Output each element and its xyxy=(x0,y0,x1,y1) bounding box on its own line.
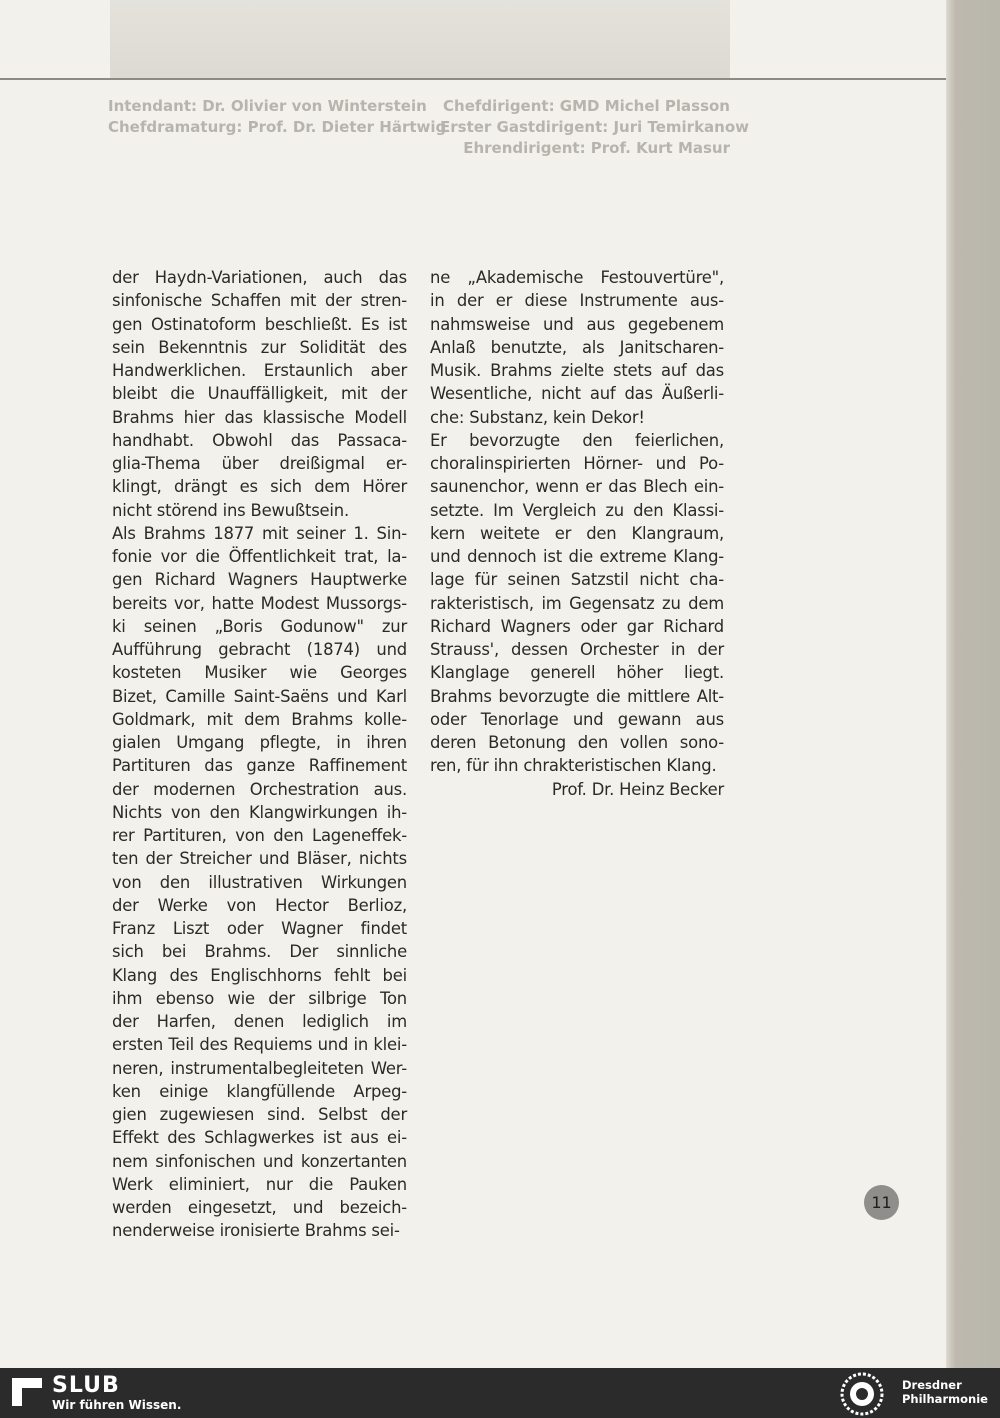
article-line: ihm ebenso wie der silbrige Ton xyxy=(112,988,407,1008)
orchestra-logo-icon xyxy=(840,1372,884,1416)
article-line: sein Bekenntnis zur Solidität des xyxy=(112,337,407,357)
article-line: Musik. Brahms zielte stets auf das xyxy=(430,361,724,380)
article-line: gen Ostinatoform beschließt. Es ist xyxy=(112,314,407,334)
orchestra-name-line: Philharmonie xyxy=(902,1392,988,1406)
article-line: der Haydn-Variationen, auch das xyxy=(112,268,407,287)
article-line: nenderweise ironisierte Brahms sei- xyxy=(112,1221,400,1241)
header-show-through-left xyxy=(108,96,447,138)
article-line: fonie vor die Öffentlichkeit trat, la- xyxy=(112,547,407,566)
header-line: Chefdirigent: GMD Michel Plasson xyxy=(443,97,730,115)
orchestra-name xyxy=(902,1378,988,1406)
article-line: choralinspirierten Hörner- und Po- xyxy=(430,454,724,473)
article-line: Brahms bevorzugte die mittlere Alt- xyxy=(430,686,724,706)
viewer-footer xyxy=(0,1368,1000,1418)
article-line: sich bei Brahms. Der sinnliche xyxy=(112,942,407,962)
article-line: deren Betonung den vollen sono- xyxy=(430,733,724,752)
article-line: rakteristisch, im Gegensatz zu dem xyxy=(430,593,724,613)
article-line: sinfonische Schaffen mit der stren- xyxy=(112,291,407,311)
article-line: werden eingesetzt, und bezeich- xyxy=(112,1198,407,1217)
article-line: gen Richard Wagners Hauptwerke xyxy=(112,570,407,590)
article-line: rer Partituren, von den Lageneffek- xyxy=(112,826,407,845)
page-number-badge: 11 xyxy=(864,1185,899,1220)
page-edge-shadow xyxy=(946,0,1000,1368)
article-line: Nichts von den Klangwirkungen ih- xyxy=(112,802,407,822)
article-line: Wesentliche, nicht auf das Äußerli- xyxy=(430,384,724,404)
article-line: ten der Streicher und Bläser, nichts xyxy=(112,849,407,869)
article-line: Strauss', dessen Orchester in der xyxy=(430,640,724,659)
article-line: Werk eliminiert, nur die Pauken xyxy=(112,1174,407,1194)
article-line: ren, für ihn chrakteristischen Klang. xyxy=(430,756,717,776)
article-line: und dennoch ist die extreme Klang- xyxy=(430,547,724,566)
library-slogan: Wir führen Wissen. xyxy=(52,1398,182,1412)
slub-logo-icon xyxy=(12,1378,42,1406)
article-line: oder Tenorlage und gewann aus xyxy=(430,709,724,729)
article-line: ki seinen „Boris Godunow" zur xyxy=(112,616,407,636)
article-line: bereits vor, hatte Modest Mussorgs- xyxy=(112,593,407,613)
article-column-right xyxy=(430,266,724,801)
article-line: handhabt. Obwohl das Passaca- xyxy=(112,430,407,450)
article-line: Bizet, Camille Saint-Saëns und Karl xyxy=(112,686,407,706)
article-line: nem sinfonischen und konzertanten xyxy=(112,1151,407,1171)
article-line: der Werke von Hector Berlioz, xyxy=(112,895,407,915)
article-line: neren, instrumentalbegleiteten Wer- xyxy=(112,1058,407,1078)
article-line: Handwerklichen. Erstaunlich aber xyxy=(112,361,407,380)
article-line: glia-Thema über dreißigmal er- xyxy=(112,454,407,473)
article-line: nicht störend ins Bewußtsein. xyxy=(112,500,349,520)
article-line: von den illustrativen Wirkungen xyxy=(112,872,407,892)
article-line: Brahms hier das klassische Modell xyxy=(112,407,407,427)
article-line: der modernen Orchestration aus. xyxy=(112,779,407,799)
header-line: Intendant: Dr. Olivier von Winterstein xyxy=(108,97,427,115)
article-line: ken einige klangfüllende Arpeg- xyxy=(112,1081,407,1101)
article-line: lage für seinen Satzstil nicht cha- xyxy=(430,570,724,590)
article-line: Aufführung gebracht (1874) und xyxy=(112,640,407,659)
header-line: Ehrendirigent: Prof. Kurt Masur xyxy=(463,139,730,157)
header-band xyxy=(110,0,730,80)
header-line: Chefdramaturg: Prof. Dr. Dieter Härtwig xyxy=(108,118,447,136)
orchestra-name-line: Dresdner xyxy=(902,1378,962,1392)
header-show-through-right xyxy=(440,96,750,159)
article-line: che: Substanz, kein Dekor! xyxy=(430,407,645,427)
article-line: saunenchor, wenn er das Blech ein- xyxy=(430,477,724,497)
article-line: ne „Akademische Festouvertüre", xyxy=(430,268,724,287)
article-line: Effekt des Schlagwerkes ist aus ei- xyxy=(112,1128,407,1148)
article-line: Klang des Englischhorns fehlt bei xyxy=(112,965,407,985)
article-line: setzte. Im Vergleich zu den Klassi- xyxy=(430,500,724,520)
article-line: Als Brahms 1877 mit seiner 1. Sin- xyxy=(112,523,407,543)
article-column-left xyxy=(112,266,407,1243)
article-line: Anlaß benutzte, als Janitscharen- xyxy=(430,337,724,357)
article-line: gialen Umgang pflegte, in ihren xyxy=(112,733,407,752)
article-line: Partituren das ganze Raffinement xyxy=(112,756,407,776)
article-line: Richard Wagners oder gar Richard xyxy=(430,616,724,636)
article-line: Er bevorzugte den feierlichen, xyxy=(430,430,724,450)
article-line: kosteten Musiker wie Georges xyxy=(112,663,407,683)
author-signature: Prof. Dr. Heinz Becker xyxy=(551,779,724,799)
library-name: SLUB xyxy=(52,1373,120,1398)
article-line: ersten Teil des Requiems und in klei- xyxy=(112,1035,407,1055)
article-line: gien zugewiesen sind. Selbst der xyxy=(112,1105,407,1124)
header-rule xyxy=(0,78,946,80)
article-line: klingt, drängt es sich dem Hörer xyxy=(112,477,407,497)
article-line: kern weitete er den Klangraum, xyxy=(430,523,724,543)
article-line: nahmsweise und aus gegebenem xyxy=(430,314,724,334)
article-line: Franz Liszt oder Wagner findet xyxy=(112,919,407,938)
article-line: bleibt die Unauffälligkeit, mit der xyxy=(112,384,407,404)
article-line: der Harfen, denen lediglich im xyxy=(112,1012,407,1031)
article-line: in der er diese Instrumente aus- xyxy=(430,291,724,311)
article-line: Klanglage generell höher liegt. xyxy=(430,663,724,683)
header-line: Erster Gastdirigent: Juri Temirkanow xyxy=(440,118,750,136)
article-line: Goldmark, mit dem Brahms kolle- xyxy=(112,709,407,729)
